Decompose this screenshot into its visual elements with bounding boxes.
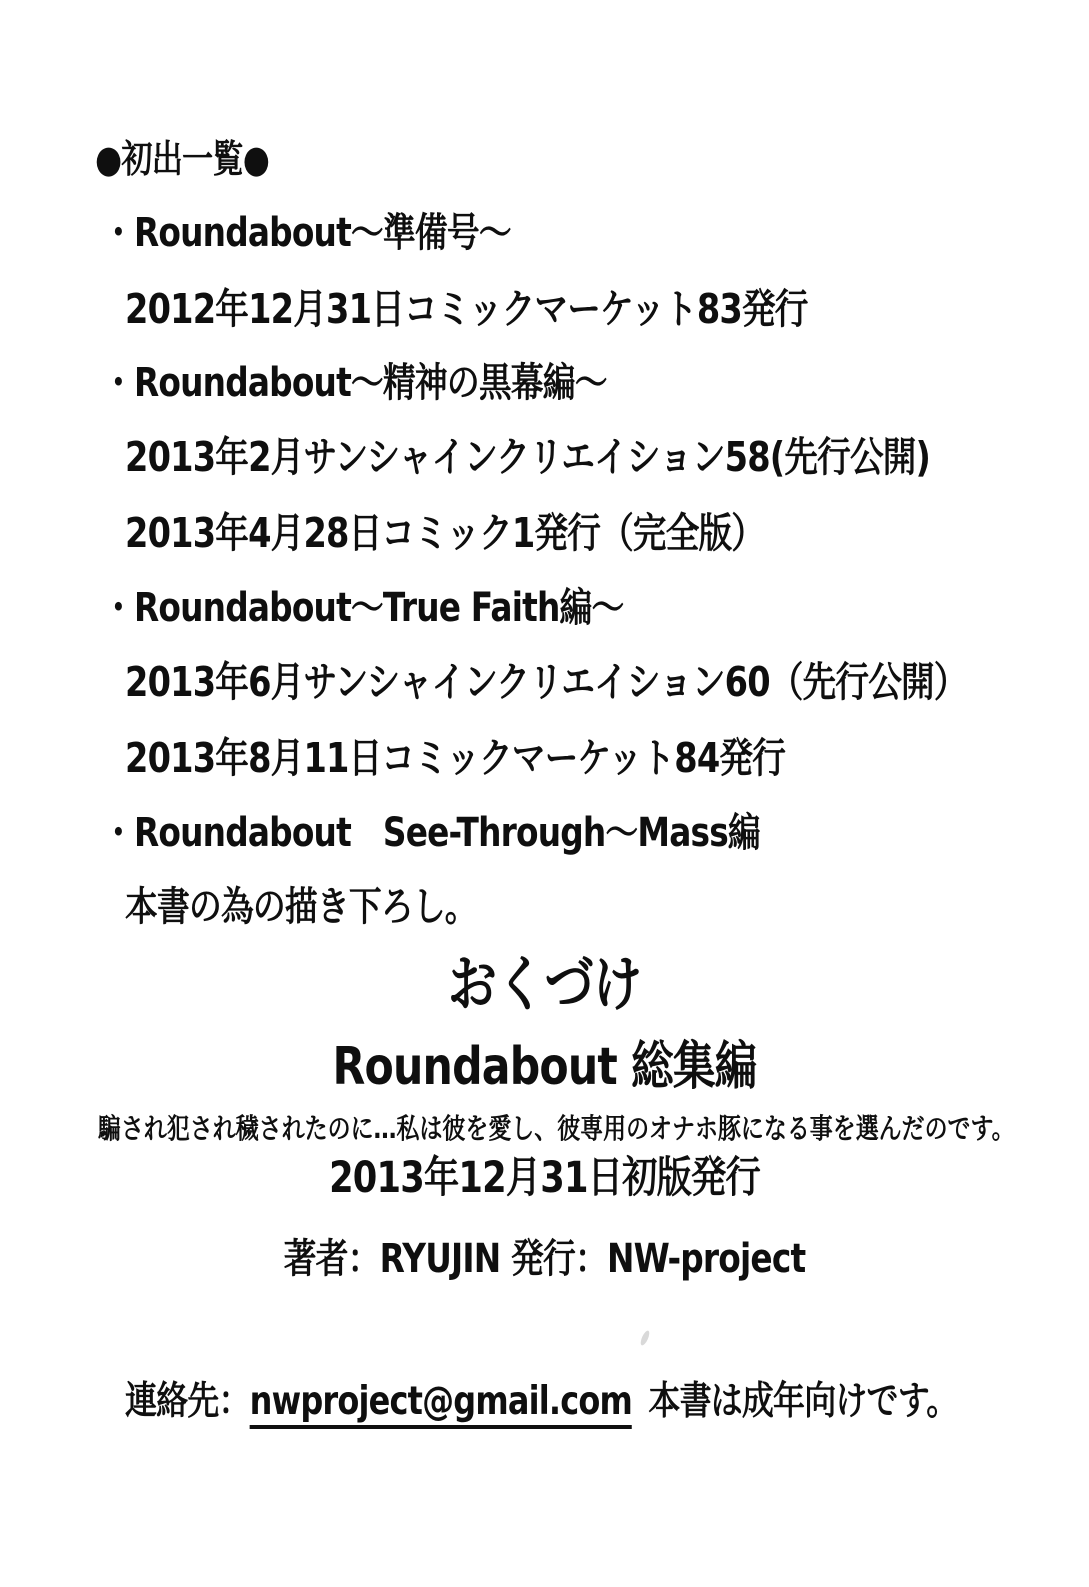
scan-artifact <box>639 1329 651 1346</box>
work-title: ・Roundabout～精神の黒幕編～ <box>102 360 607 406</box>
rating-notice: 本書は成年向けです。 <box>648 1379 958 1424</box>
credits: 著者：RYUJIN 発行：NW-project <box>283 1236 806 1282</box>
publication-date: 2013年2月サンシャインクリエイション58(先行公開) <box>125 433 931 481</box>
work-title: ・Roundabout～True Faith編～ <box>102 585 624 631</box>
okuzuke-heading: おくづけ <box>447 950 642 1020</box>
publication-date: 2012年12月31日コミックマーケット83発行 <box>125 285 808 333</box>
edition-date: 2013年12月31日初版発行 <box>329 1153 760 1203</box>
work-title: ・Roundabout See-Through～Mass編 <box>102 810 760 856</box>
publication-date: 2013年4月28日コミック1発行（完全版） <box>125 509 765 557</box>
contact-line <box>125 1379 958 1429</box>
publication-date: 2013年6月サンシャインクリエイション60（先行公開） <box>125 658 967 706</box>
book-title: Roundabout 総集編 <box>332 1037 757 1097</box>
book-tagline: 騙され犯され穢されたのに…私は彼を愛し、彼専用のオナホ豚になる事を選んだのです。 <box>98 1112 1015 1145</box>
contact-email: nwproject@gmail.com <box>250 1382 632 1429</box>
contact-label: 連絡先： <box>125 1379 250 1424</box>
publication-note: 本書の為の描き下ろし。 <box>125 884 477 930</box>
publication-date: 2013年8月11日コミックマーケット84発行 <box>125 734 786 782</box>
first-publication-heading: ●初出一覧● <box>95 137 270 181</box>
work-title: ・Roundabout～準備号～ <box>102 210 511 256</box>
